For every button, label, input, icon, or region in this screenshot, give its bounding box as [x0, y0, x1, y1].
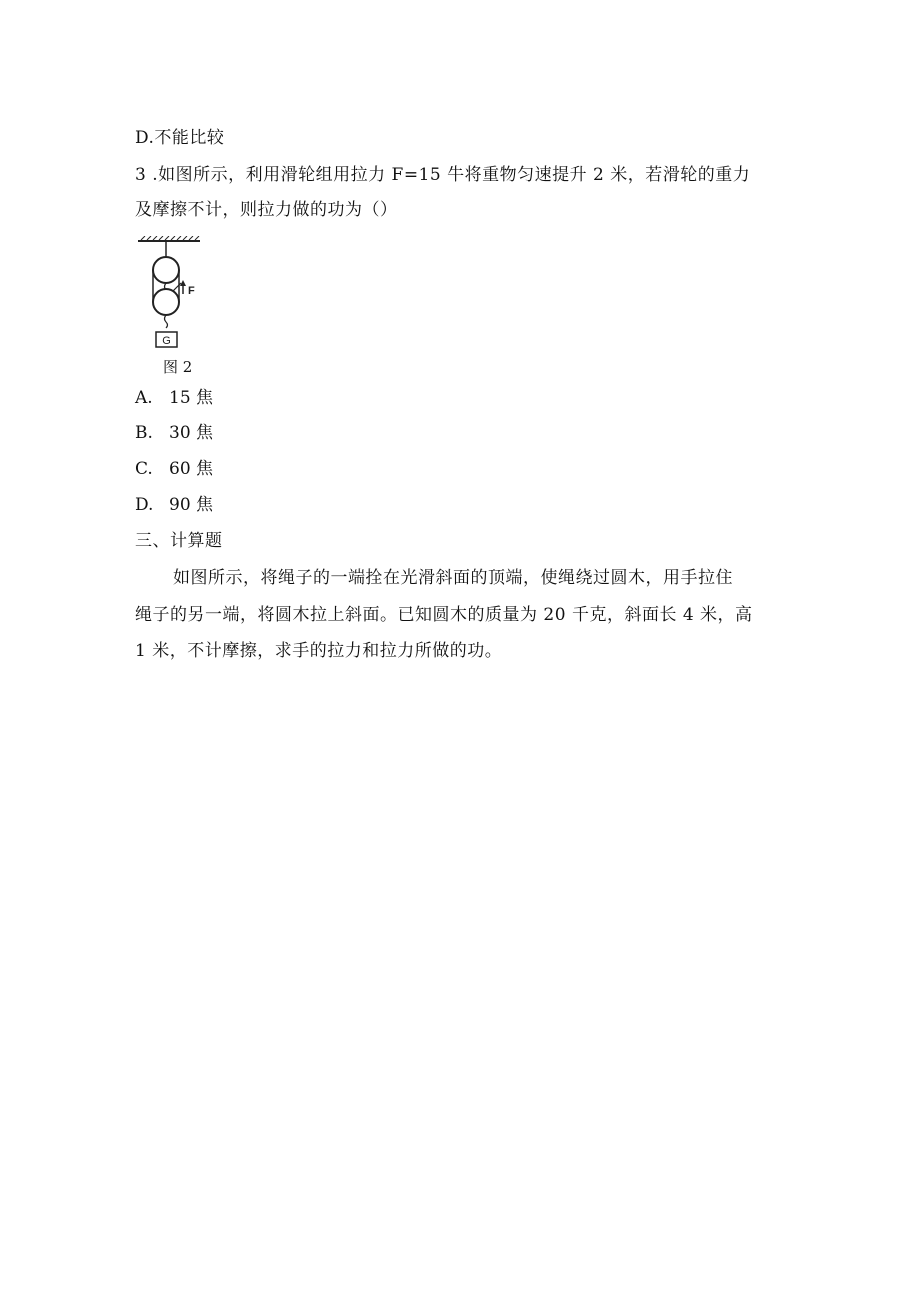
option-d: [135, 495, 213, 515]
figure-caption: 图 2: [163, 358, 193, 376]
option-letter: D.: [135, 495, 154, 515]
problem-line-1: 如图所示，将绳子的一端拴在光滑斜面的顶端，使绳绕过圆木，用手拉住: [173, 568, 733, 588]
option-text: 30 焦: [169, 423, 214, 443]
q2-option-d: D.不能比较: [135, 128, 225, 148]
ceiling-hatching: [141, 236, 199, 240]
option-text: 60 焦: [169, 459, 214, 479]
pulley-system-figure: [138, 236, 202, 354]
question-3-line-2: 及摩擦不计，则拉力做的功为（）: [135, 200, 398, 220]
problem-line-3: 1 米，不计摩擦，求手的拉力和拉力所做的功。: [135, 641, 503, 661]
option-c: [135, 459, 213, 479]
option-b: [135, 423, 213, 443]
section-heading: 三、计算题: [135, 531, 223, 551]
weight-label: G: [162, 335, 171, 347]
option-letter: B.: [135, 423, 153, 443]
movable-pulley: [153, 289, 179, 315]
option-text: 90 焦: [169, 495, 214, 515]
option-a: [135, 388, 213, 408]
problem-line-2: 绳子的另一端，将圆木拉上斜面。已知圆木的质量为 20 千克，斜面长 4 米，高: [135, 605, 753, 625]
option-letter: C.: [135, 459, 153, 479]
option-text: 15 焦: [169, 388, 214, 408]
force-label: F: [188, 285, 195, 297]
option-letter: A.: [135, 388, 153, 408]
fixed-pulley: [153, 257, 179, 283]
question-3-line-1: 3 .如图所示，利用滑轮组用拉力 F=15 牛将重物匀速提升 2 米，若滑轮的重力: [135, 165, 751, 185]
weight-hook: [165, 315, 168, 328]
